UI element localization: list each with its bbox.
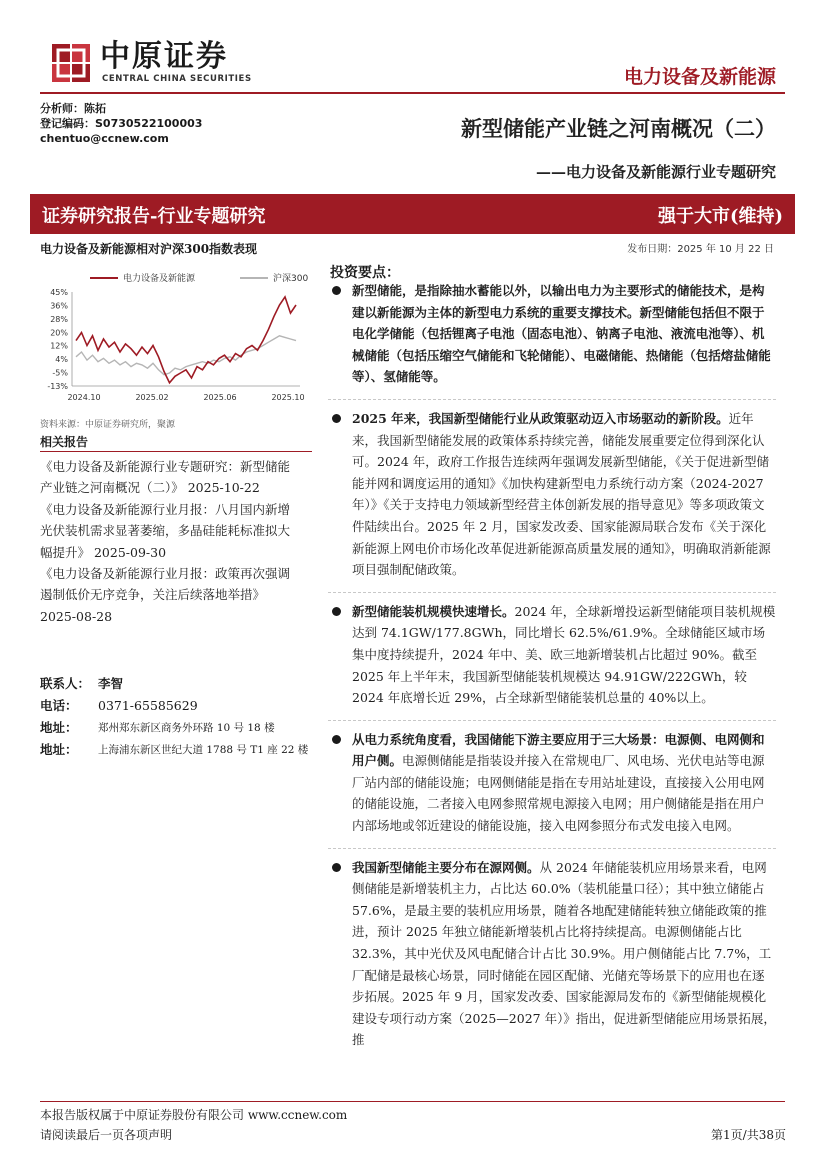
rating: 强于大市(维持) (657, 206, 783, 227)
contact-person-label: 联系人： (40, 676, 91, 691)
bullet-icon (332, 863, 341, 872)
address-shanghai: 上海浦东新区世纪大道 1788 号 T1 座 22 楼 (98, 744, 309, 756)
point-lead: 2025 年来，我国新型储能行业从政策驱动迈入市场驱动的新阶段。 (352, 410, 729, 426)
analyst-cert: 登记编码：S0730522100003 (40, 117, 203, 130)
x-tick-label: 2025.06 (203, 393, 237, 402)
contact-info (40, 673, 320, 761)
contact-person: 李智 (98, 676, 124, 691)
related-line[interactable]: 2025-08-28 (40, 608, 113, 624)
publish-date: 发布日期：2025 年 10 月 22 日 (627, 244, 774, 255)
report-title: 新型储能产业链之河南概况（二） (461, 116, 776, 141)
analyst-info (40, 101, 202, 146)
point-divider (328, 720, 776, 721)
y-tick-label: 12% (50, 341, 68, 351)
related-reports-divider (40, 451, 312, 452)
page-number: 第1页/共38页 (711, 1128, 786, 1142)
related-line[interactable]: 产业链之河南概况（二）》 2025-10-22 (40, 480, 260, 496)
industry-name: 电力设备及新能源 (623, 66, 776, 88)
point-lead: 我国新型储能主要分布在源网侧。 (352, 859, 540, 875)
logo-english-name: CENTRAL CHINA SECURITIES (102, 74, 252, 84)
y-tick-label: 20% (50, 328, 68, 338)
investment-points (328, 280, 776, 1051)
related-reports-list (40, 456, 316, 627)
related-line[interactable]: 《电力设备及新能源行业专题研究：新型储能 (40, 459, 291, 474)
logo-chinese-name: 中原证券 (100, 39, 228, 74)
investment-point (328, 280, 776, 388)
related-line[interactable]: 幅提升》 2025-09-30 (40, 544, 167, 560)
y-tick-label: 4% (55, 355, 68, 365)
related-line[interactable]: 遏制低价无序竞争，关注后续落地举措》 (40, 587, 266, 603)
address-label: 地址： (40, 720, 78, 735)
point-divider (328, 592, 776, 593)
investment-point (328, 601, 776, 709)
x-tick-label: 2025.10 (271, 393, 305, 402)
phone-label: 电话： (40, 698, 78, 713)
company-logo-icon (50, 40, 94, 84)
y-tick-label: 45% (50, 288, 68, 297)
chart-source: 资料来源：中原证券研究所，聚源 (40, 420, 176, 430)
analyst-email[interactable]: chentuo@ccnew.com (40, 132, 169, 145)
header-divider (40, 92, 785, 94)
disclaimer-notice: 请阅读最后一页各项声明 (40, 1128, 173, 1142)
y-tick-label: -5% (52, 368, 68, 378)
point-divider (328, 848, 776, 849)
relative-performance-chart (38, 262, 310, 410)
x-tick-label: 2024.10 (67, 393, 101, 402)
point-body: 从 2024 年储能装机应用场景来看，电网侧储能是新增装机主力，占比达 60.0%（装机能量口径）；其中独立储能占 57.6%，是最主要的装机应用场景，随着各地配建储能转独立储能政策的推进，预计 2025 年独立储能新增装机占比将持续提高。电源侧储能占比 32.3%，其中光伏及风电配储合计占比 30.9%。用户侧储能占比 7.7%，工厂配储是最核心场景，同时储能在园区配储、光储充等场景下的应用也在逐步拓展。2025 年 9 月，国家发改委、国家能源局发布的《新型储能规模化建设专项行动方案（2025—2027 年）》指出，促进新型储能应用场景拓展，推 (352, 859, 776, 1048)
point-lead: 新型储能，是指除抽水蓄能以外，以输出电力为主要形式的储能技术，是构建以新能源为主体的新型电力系统的重要支撑技术。新型储能包括但不限于电化学储能（包括锂离子电池（固态电池）、钠离子电池、液流电池等）、机械储能（包括压缩空气储能和飞轮储能）、电磁储能、热储能（包括熔盐储能等）、氢储能等。 (352, 283, 771, 385)
point-body: 近年来，我国新型储能发展的政策体系持续完善，储能发展重要定位得到深化认可。2024 年，政府工作报告连续两年强调发展新型储能，《关于促进新型储能并网和调度运用的通知》《加快构建新型电力系统行动方案（2024-2027 年）》《关于支持电力领域新型经营主体创新发展的指导意见》等多项政策文件陆续出台。2025 年 2 月，国家发改委、国家能源局联合发布《关于深化新能源上网电价市场化改革促进新能源高质量发展的通知》，明确取消新能源项目强制配储政策。 (352, 410, 771, 578)
chart-title: 电力设备及新能源相对沪深300指数表现 (40, 242, 258, 256)
report-type: 证券研究报告-行业专题研究 (42, 206, 266, 227)
bullet-icon (332, 286, 341, 295)
address-zhengzhou: 郑州郑东新区商务外环路 10 号 18 楼 (98, 722, 275, 734)
y-tick-label: 36% (50, 301, 68, 311)
phone-number: 0371-65585629 (98, 698, 198, 713)
related-line[interactable]: 光伏装机需求显著萎缩，多晶硅能耗标准拟大 (40, 523, 291, 539)
related-line[interactable]: 《电力设备及新能源行业月报：政策再次强调 (40, 566, 291, 582)
footer-divider (40, 1101, 785, 1102)
bullet-icon (332, 607, 341, 616)
analyst-name: 分析师：陈拓 (40, 102, 106, 115)
series-line (76, 297, 296, 383)
y-tick-label: -13% (47, 382, 68, 391)
report-subtitle: ——电力设备及新能源行业专题研究 (535, 163, 776, 181)
investment-point (328, 857, 776, 1051)
address-label: 地址： (40, 742, 78, 757)
point-body: 电源侧储能是指装设并接入在常规电厂、风电场、光伏电站等电源厂站内部的储能设施；电网侧储能是指在专用站址建设，直接接入公用电网的储能设施，二者接入电网参照常规电源接入电网；用户侧储能是指在用户内部场地或邻近建设的储能设施，接入电网参照分布式发电接入电网。 (352, 753, 765, 834)
report-type-banner (30, 194, 795, 234)
legend-label: 沪深300 (273, 274, 309, 284)
point-body: 2024 年，全球新增投运新型储能项目装机规模达到 74.1GW/177.8GWh，同比增长 62.5%/61.9%。全球储能区域市场集中度持续提升，2024 年中、美、欧三地新增装机占比超过 90%。截至 2025 年上半年末，我国新型储能装机规模达 94.91GW/222GWh，较 2024 年底增长近 29%，占全球新型储能装机总量的 40%以上。 (352, 603, 776, 706)
point-lead: 从电力系统角度看，我国储能下游主要应用于三大场景：电源侧、电网侧和用户侧。 (352, 731, 765, 769)
bullet-icon (332, 414, 341, 423)
related-reports-heading: 相关报告 (40, 435, 89, 449)
point-lead: 新型储能装机规模快速增长。 (352, 603, 515, 619)
x-tick-label: 2025.02 (135, 393, 169, 402)
y-tick-label: 28% (50, 314, 68, 324)
investment-heading: 投资要点： (330, 265, 400, 281)
investment-point (328, 408, 776, 581)
investment-point (328, 729, 776, 837)
copyright-notice: 本报告版权属于中原证券股份有限公司 www.ccnew.com (40, 1108, 348, 1122)
legend-label: 电力设备及新能源 (123, 274, 196, 284)
point-divider (328, 399, 776, 400)
related-line[interactable]: 《电力设备及新能源行业月报：八月国内新增 (40, 501, 291, 517)
bullet-icon (332, 735, 341, 744)
